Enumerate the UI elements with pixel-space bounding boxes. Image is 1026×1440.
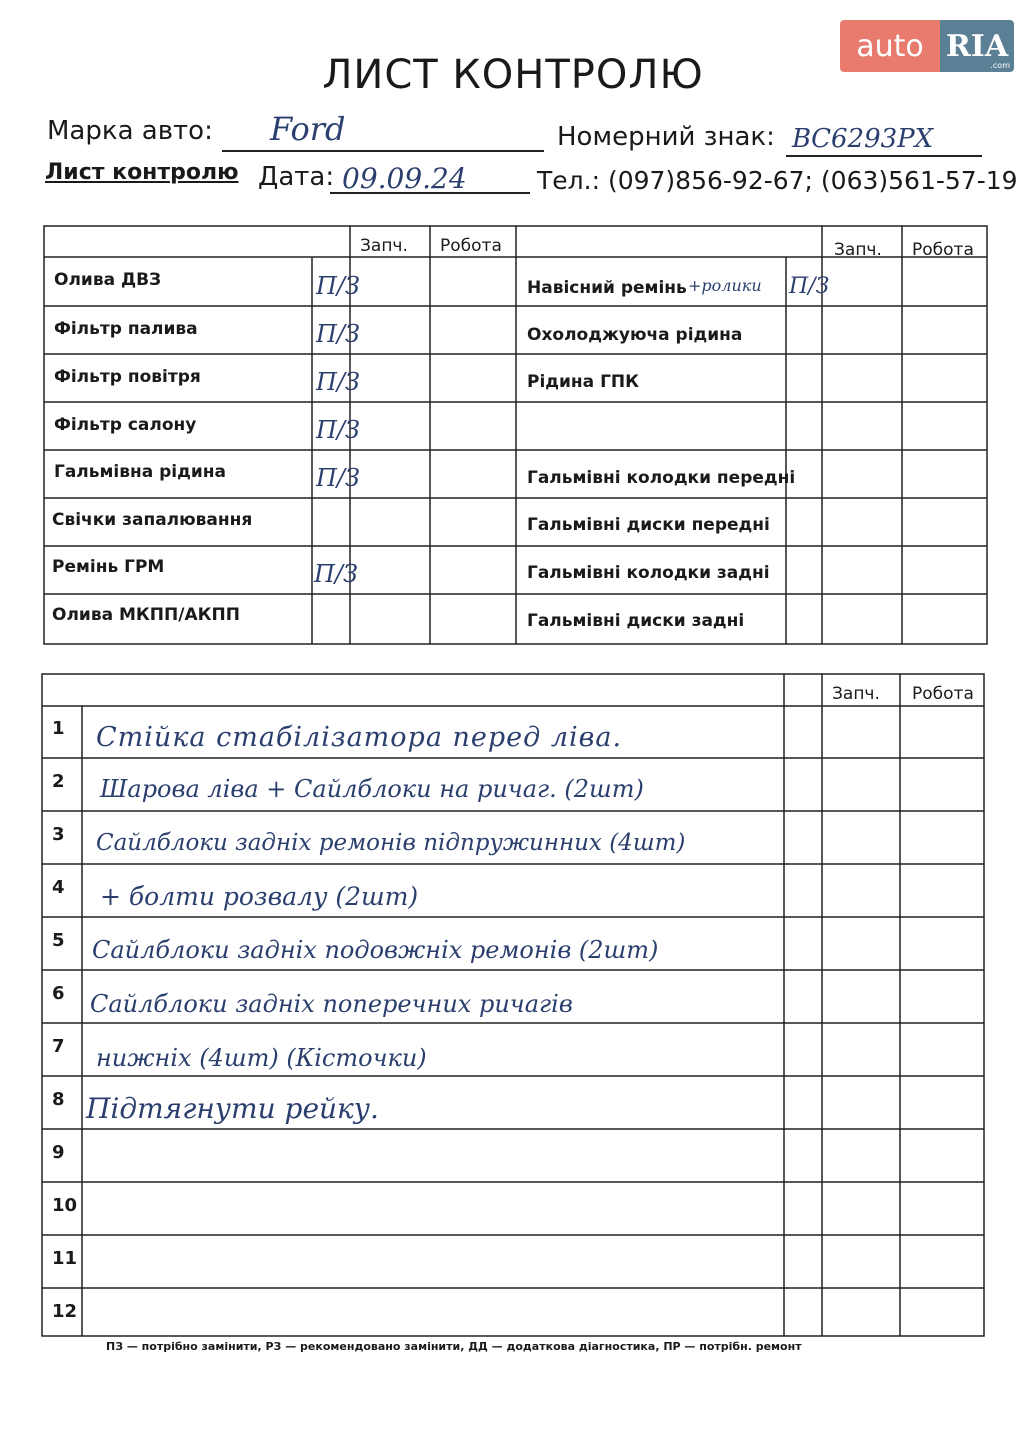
t1-right-label-4: Гальмівні колодки передні xyxy=(527,468,796,488)
t1-right-col-work: Робота xyxy=(912,240,974,260)
t1-right-label-2: Рідина ГПК xyxy=(527,372,640,392)
t2-row-text-4: + болти розвалу (2шт) xyxy=(100,882,419,911)
t1-right-label-6: Гальмівні колодки задні xyxy=(527,563,770,583)
t1-right-label-0: Навісний ремінь xyxy=(527,278,687,298)
t2-row-num-4: 4 xyxy=(52,877,65,898)
plate-value: ВС6293РХ xyxy=(792,124,934,154)
t1-right-label-1: Охолоджуюча рідина xyxy=(527,325,743,345)
legend-footer: ПЗ — потрібно замінити, РЗ — рекомендовано замінити, ДД — додаткова діагностика, ПР — потрібн. ремонт xyxy=(106,1340,802,1353)
t2-row-text-7: нижніх (4шт) (Кісточки) xyxy=(96,1044,427,1072)
t2-row-num-12: 12 xyxy=(52,1301,78,1322)
t1-left-mark-1: П/З xyxy=(316,320,360,348)
date-label: Дата: xyxy=(258,162,335,192)
make-value: Ford xyxy=(270,110,346,148)
date-value: 09.09.24 xyxy=(342,162,467,195)
t1-left-label-3: Фільтр салону xyxy=(54,415,197,435)
t2-row-num-11: 11 xyxy=(52,1248,78,1269)
t1-left-label-7: Олива МКПП/АКПП xyxy=(52,605,240,625)
t1-left-mark-6: П/З xyxy=(314,560,358,588)
t2-row-text-8: Підтягнути рейку. xyxy=(86,1092,379,1125)
t1-left-label-1: Фільтр палива xyxy=(54,319,198,339)
t2-col-work: Робота xyxy=(912,684,974,704)
t2-row-num-10: 10 xyxy=(52,1195,78,1216)
t1-left-mark-4: П/З xyxy=(316,464,360,492)
t1-left-col-work: Робота xyxy=(440,236,502,256)
t1-left-label-5: Свічки запалювання xyxy=(52,510,253,530)
t1-right-mark-0: П/З xyxy=(789,274,830,299)
t1-left-label-2: Фільтр повітря xyxy=(54,367,201,387)
t2-row-num-7: 7 xyxy=(52,1036,65,1057)
plate-label: Номерний знак: xyxy=(557,122,775,152)
t1-left-col-parts: Запч. xyxy=(360,236,408,256)
phone-label: Тел.: (097)856-92-67; (063)561-57-19 xyxy=(537,166,1018,195)
t2-row-text-1: Стійка стабілізатора перед ліва. xyxy=(96,722,623,753)
t1-left-mark-2: П/З xyxy=(316,368,360,396)
t2-row-num-3: 3 xyxy=(52,824,65,845)
sheet-label: Лист контролю xyxy=(45,160,239,185)
t2-row-num-9: 9 xyxy=(52,1142,65,1163)
page-title: ЛИСТ КОНТРОЛЮ xyxy=(322,52,704,98)
t1-left-mark-3: П/З xyxy=(316,416,360,444)
t1-right-col-parts: Запч. xyxy=(834,240,882,260)
t1-right-label-5: Гальмівні диски передні xyxy=(527,515,770,535)
t1-right-note-0: +ролики xyxy=(688,276,762,295)
t1-right-label-7: Гальмівні диски задні xyxy=(527,611,745,631)
t2-col-parts: Запч. xyxy=(832,684,880,704)
t2-row-text-3: Сайлблоки задніх ремонів підпружинних (4шт) xyxy=(96,830,686,856)
t1-left-label-6: Ремінь ГРМ xyxy=(52,557,165,577)
t2-row-num-6: 6 xyxy=(52,983,65,1004)
t2-row-text-2: Шарова ліва + Сайлблоки на ричаг. (2шт) xyxy=(100,775,644,803)
logo-domain: .com xyxy=(990,61,1010,70)
t2-row-text-5: Сайлблоки задніх подовжніх ремонів (2шт) xyxy=(92,936,659,964)
t1-left-label-4: Гальмівна рідина xyxy=(54,462,226,482)
t2-row-num-5: 5 xyxy=(52,930,65,951)
t2-row-num-2: 2 xyxy=(52,771,65,792)
t1-left-mark-0: П/З xyxy=(316,272,360,300)
logo-auto-text: auto xyxy=(840,20,940,72)
make-label: Марка авто: xyxy=(47,116,213,146)
logo-ria-label: RIA xyxy=(945,28,1009,64)
t2-row-num-8: 8 xyxy=(52,1089,65,1110)
t2-row-num-1: 1 xyxy=(52,718,65,739)
t2-row-text-6: Сайлблоки задніх поперечних ричагів xyxy=(90,990,573,1018)
t1-left-label-0: Олива ДВЗ xyxy=(54,270,162,290)
